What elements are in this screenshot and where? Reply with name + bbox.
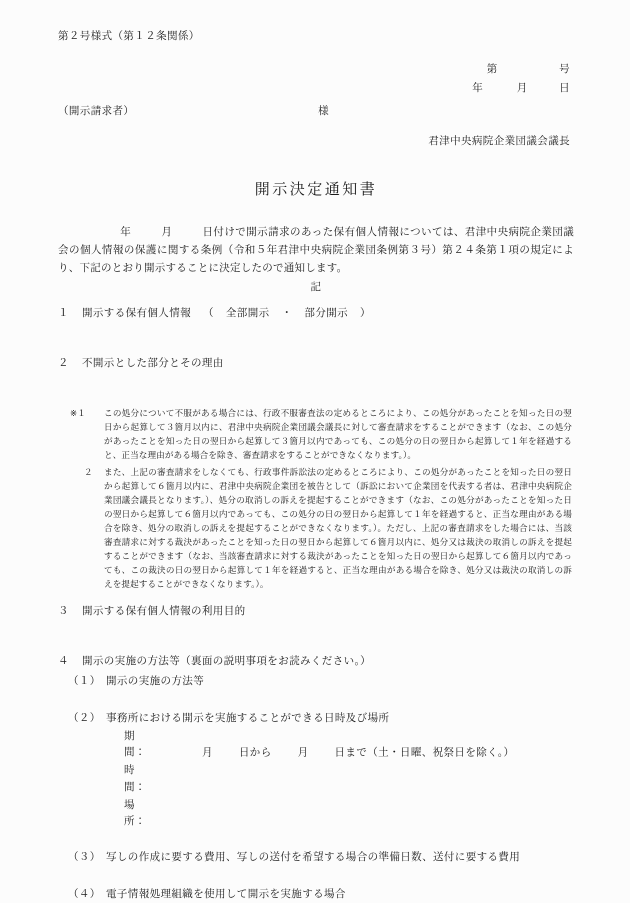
subitem-3-number: （３） [68, 851, 101, 864]
note-1-text: この処分について不服がある場合には、行政不服審査法の定めるところにより、この処分があったことを知った日の翌日から起算して３箇月以内に、君津中央病院企業団議会議長に対して審査請求をすることができます（なお、この処分があったことを知った日の翌日から起算して３箇月以内であっても、この処分の日の翌日から起算して１年を経過すると、正当な理由がある場合を除き、審査請求をすることができなくなります。）。 [104, 408, 572, 461]
choice-partial-disclosure[interactable]: 部分開示 [304, 307, 349, 320]
page-title: 開示決定通知書 [254, 179, 378, 198]
serial-prefix: 第 [486, 63, 498, 76]
date-year: 年 [472, 81, 484, 94]
period-label: 期 間： [124, 729, 157, 759]
addressee-label: （開示請求者） [58, 105, 135, 118]
subitem-3 [68, 849, 574, 865]
item-1 [58, 305, 574, 321]
note-2-text: また、上記の審査請求をしなくても、行政事件訴訟法の定めるところにより、この処分があったことを知った日の翌日から起算して６箇月以内に、君津中央病院企業団を被告として（訴訟において企業団を代表する者は、君津中央病院企業団議会議長となります。）、処分の取消しの訴えを提起することができます（なお、この処分があったことを知った日の翌日から起算して６箇月以内であっても、この処分の日の翌日から起算して１年を経過すると、正当な理由がある場合を除き、処分の取消しの訴えを提起することができなくなります。）。ただし、上記の審査請求をした場合には、当該審査請求に対する裁決があったことを知った日の翌日から起算して６箇月以内に、処分又は裁決の取消しの訴えを提起することができます（なお、当該審査請求に対する裁決があったことを知った日の翌日から起算して６箇月以内であっても、この裁決の日の翌日から起算して１年を経過すると、正当な理由がある場合を除き、処分又は裁決の取消しの訴えを提起することができなくなります。）。 [104, 468, 572, 590]
notes-block [70, 408, 572, 593]
addressee-line [58, 103, 574, 119]
issuer-name: 君津中央病院企業団議会議長 [428, 135, 570, 148]
time-label: 時 間： [124, 764, 157, 793]
item-4-number: ４ [58, 654, 69, 667]
item-4 [58, 653, 574, 669]
subitem-3-label: 写しの作成に要する費用、写しの送付を希望する場合の準備日数、送付に要する費用 [106, 851, 521, 864]
place-label: 場 所： [124, 798, 157, 828]
lead-text: 日付けで開示請求のあった保有個人情報については、君津中央病院企業団議会の個人情報の保護に関する条例（令和５年君津中央病院企業団条例第３号）第２４条第１項の規定により、下記のとおり開示することに決定したので通知します。 [58, 225, 575, 274]
item-2 [58, 355, 574, 371]
subitem-1-label: 開示の実施の方法等 [106, 675, 205, 688]
subitem-2-label: 事務所における開示を実施することができる日時及び場所 [106, 711, 390, 724]
subitem-4 [68, 886, 574, 902]
item-1-open-paren: （ [203, 307, 214, 320]
ki-mark: 記 [310, 280, 322, 293]
document-sheet [58, 28, 574, 902]
item-3-label: 開示する保有個人情報の利用目的 [82, 604, 246, 617]
serial-line [58, 60, 570, 78]
serial-suffix: 号 [559, 63, 570, 76]
item-4-label: 開示の実施の方法等（裏面の説明事項をお読みください。） [82, 654, 372, 667]
period-month2: 月 [297, 746, 309, 759]
item-2-number: ２ [58, 357, 69, 370]
place-field [124, 797, 574, 830]
time-field [124, 762, 574, 795]
period-day-to: 日まで [334, 746, 368, 759]
period-month: 月 [202, 746, 213, 759]
period-day-from: 日から [238, 746, 272, 759]
item-2-label: 不開示とした部分とその理由 [82, 357, 224, 370]
lead-year: 年 [120, 225, 132, 238]
choice-separator: ・ [281, 307, 293, 320]
subitem-1-number: （１） [68, 675, 101, 688]
subitem-2 [68, 710, 574, 726]
note-1 [70, 408, 572, 464]
item-1-number: １ [58, 307, 69, 320]
addressee-honorific: 様 [318, 105, 329, 118]
item-1-close-paren: ） [360, 307, 371, 320]
lead-paragraph [58, 223, 574, 277]
note-2 [70, 467, 572, 592]
date-line [58, 79, 570, 97]
document-serial-block [58, 60, 570, 97]
period-field [124, 728, 574, 761]
item-3-number: ３ [58, 604, 69, 617]
period-note: （土・日曜、祝祭日を除く。） [367, 746, 515, 759]
form-number: 第２号様式（第１２条関係） [58, 30, 200, 42]
lead-month: 月 [161, 225, 173, 238]
subitem-4-label: 電子情報処理組織を使用して開示を実施する場合 [106, 887, 346, 900]
item-1-label: 開示する保有個人情報 [82, 307, 191, 320]
subitem-4-number: （４） [68, 887, 101, 900]
note-1-marker: ※１ [70, 408, 86, 419]
item-3 [58, 603, 574, 619]
date-day: 日 [559, 81, 570, 94]
date-month: 月 [516, 81, 528, 94]
choice-full-disclosure[interactable]: 全部開示 [225, 307, 270, 320]
note-2-marker: ２ [84, 468, 93, 479]
subitem-2-number: （２） [68, 711, 101, 724]
subitem-1 [68, 673, 574, 689]
